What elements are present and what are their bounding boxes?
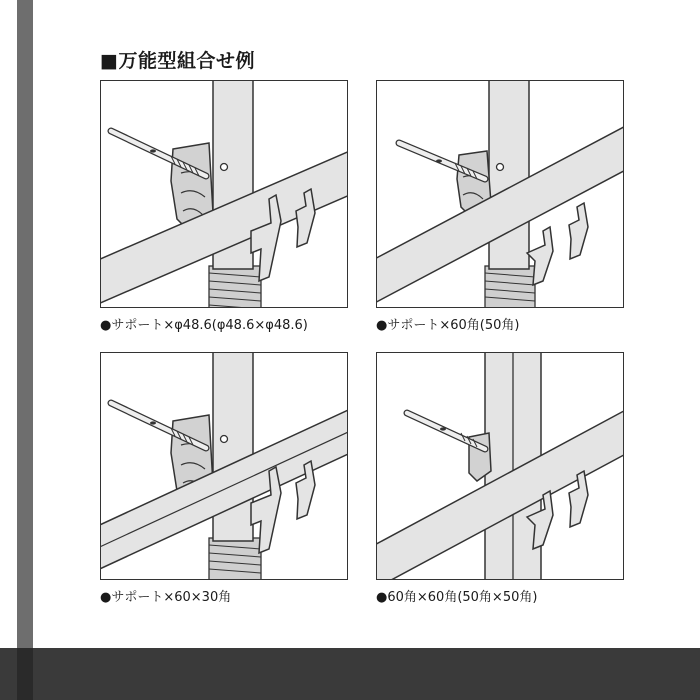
caption-support-phi48: ●サポート×φ48.6(φ48.6×φ48.6) (100, 318, 308, 333)
footer-band (0, 648, 700, 700)
caption-support-60: ●サポート×60角(50角) (376, 318, 520, 333)
left-accent-bar (17, 0, 33, 700)
page-title: ■万能型組合せ例 (100, 50, 255, 72)
example-figure-support-60x30 (100, 352, 348, 580)
caption-60x60: ●60角×60角(50角×50角) (376, 590, 538, 605)
footer-band-notch (17, 648, 33, 700)
example-figure-60x60 (376, 352, 624, 580)
caption-support-60x30: ●サポート×60×30角 (100, 590, 232, 605)
example-figure-support-60 (376, 80, 624, 308)
example-figure-support-phi48 (100, 80, 348, 308)
